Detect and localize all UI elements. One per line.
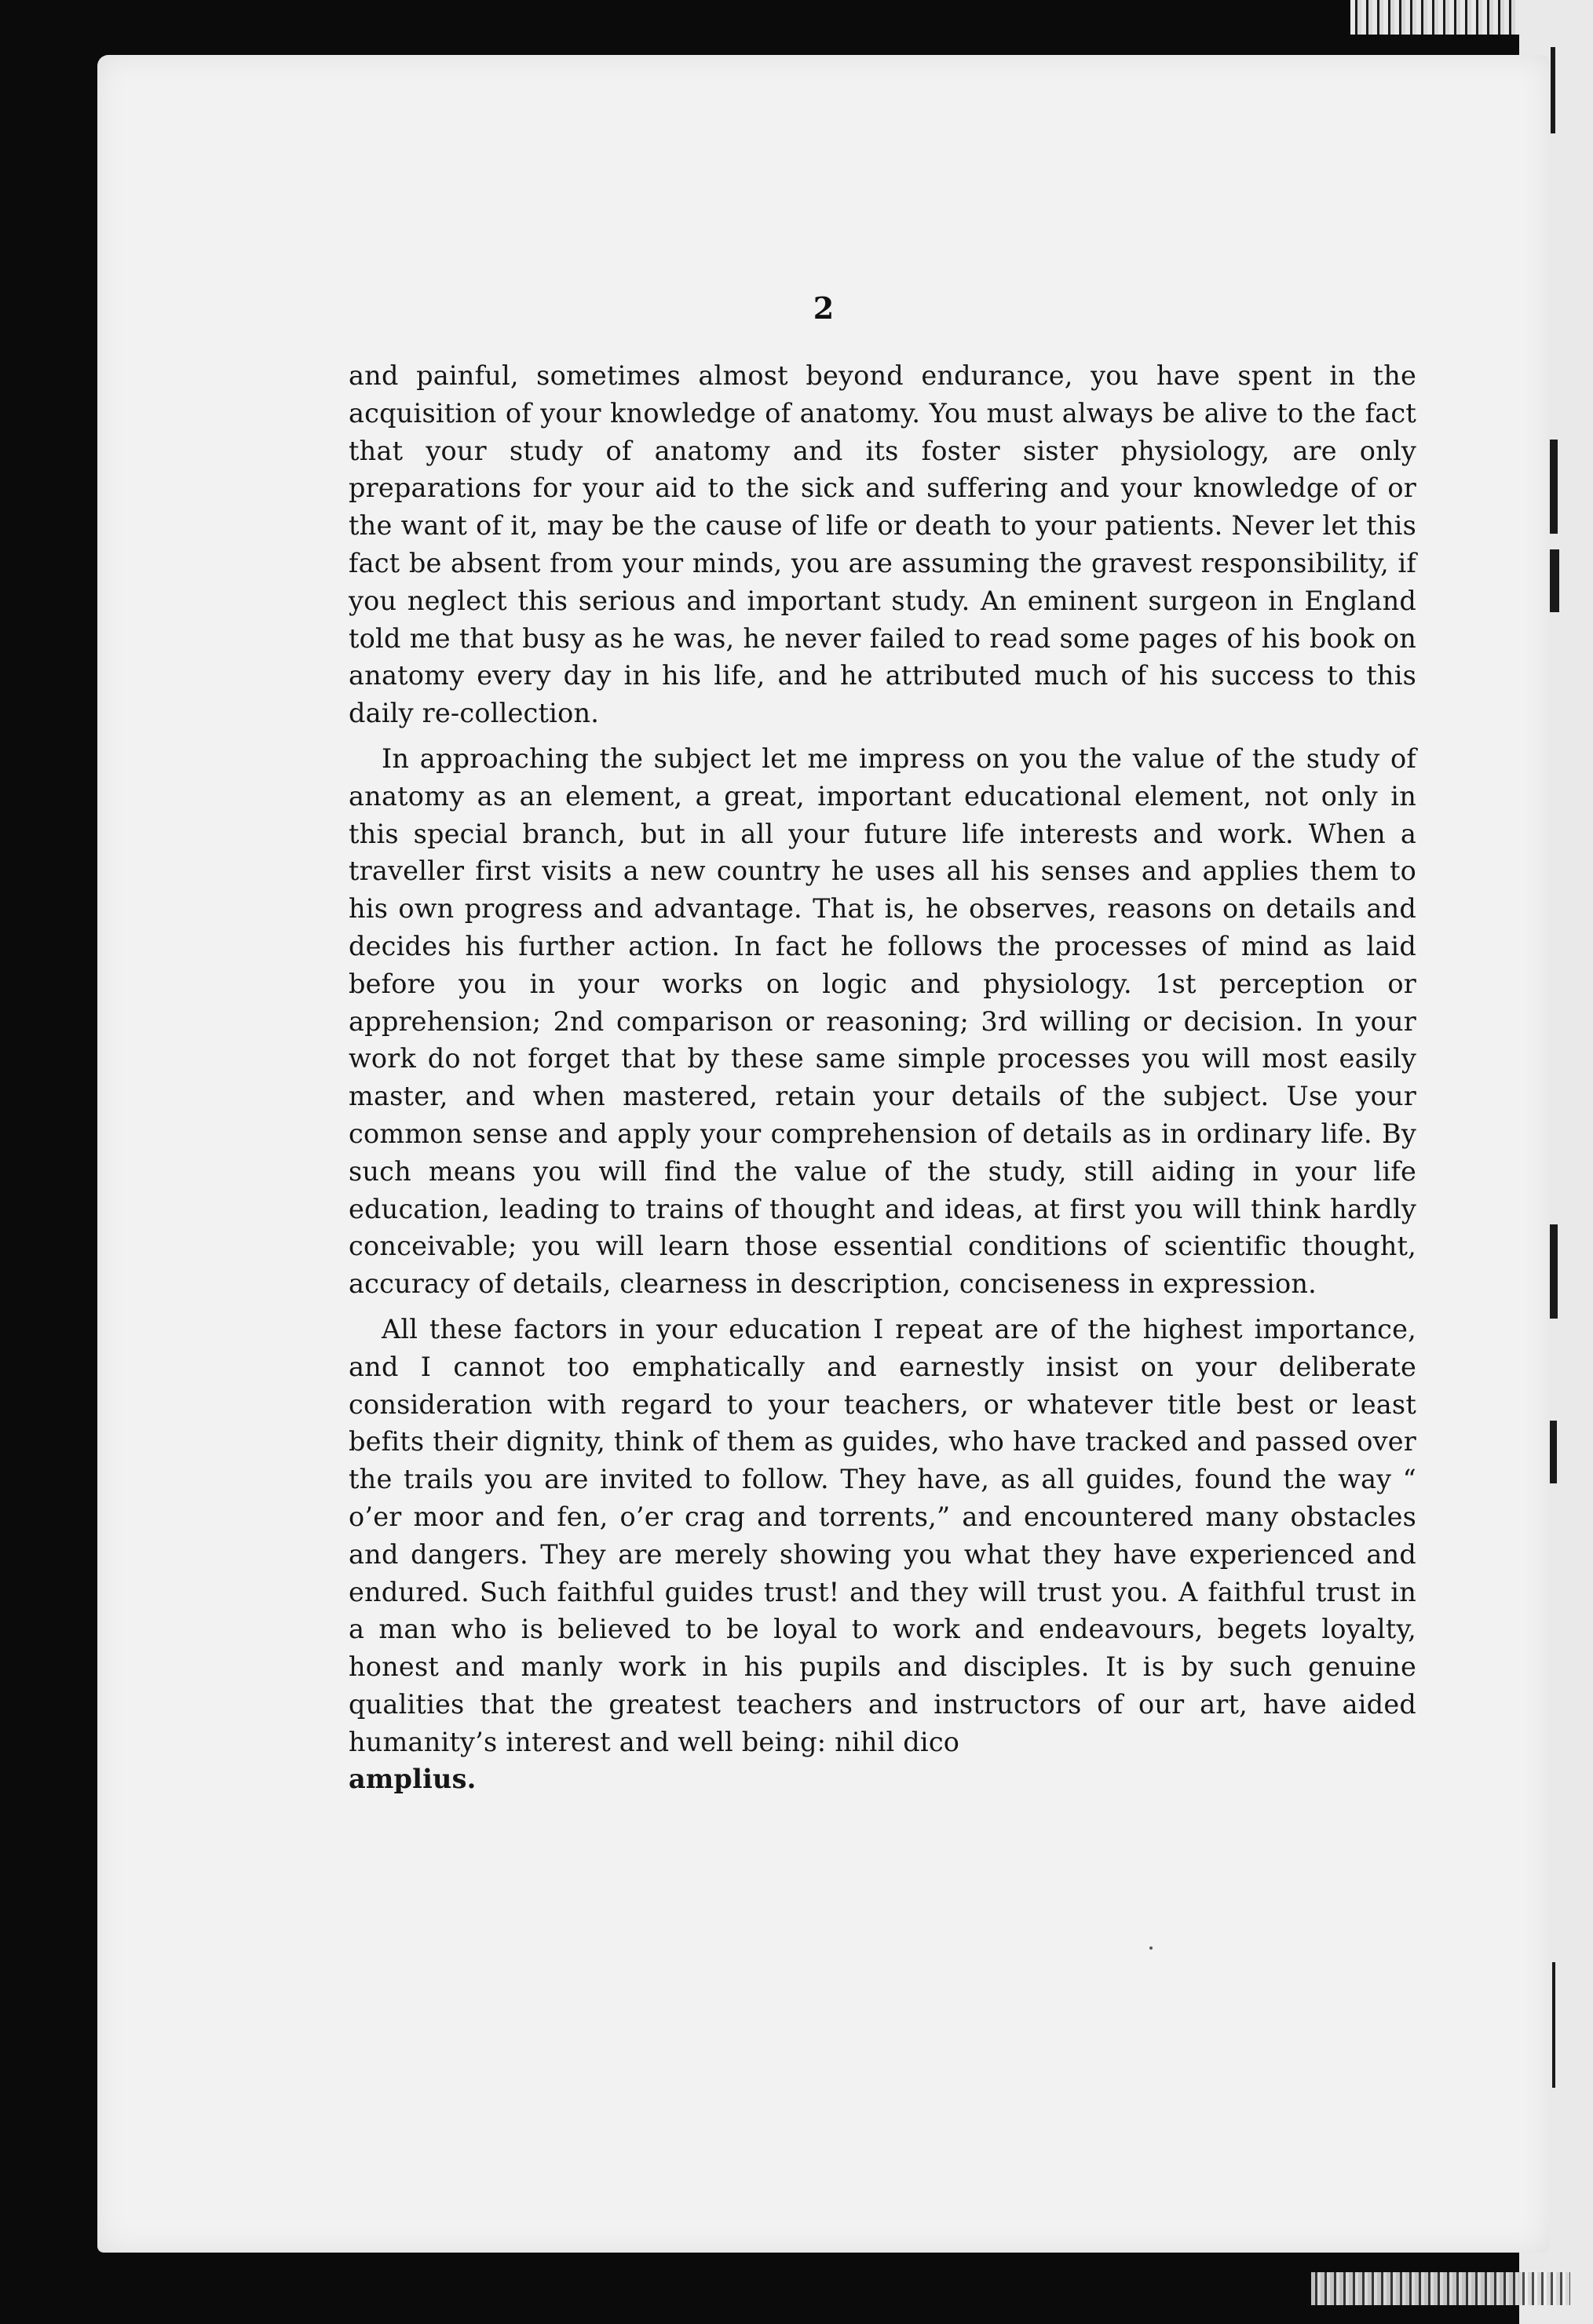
body-text bbox=[349, 357, 1416, 1806]
scan-edge-mark bbox=[1552, 1962, 1555, 2088]
scan-speck bbox=[1149, 1946, 1153, 1950]
scan-border-artifact-bottom bbox=[1311, 2272, 1570, 2305]
paragraph-1: and painful, sometimes almost beyond endurance, you have spent in the acquisition of your knowledge of anatomy. You must always be alive to the fact that your study of anatomy and its foster sister physiology, are only preparations for your aid to the sick and suffering and your knowledge of or the want of it, may be the cause of life or death to your patients. Never let this fact be absent from your minds, you are assuming the gravest responsibility, if you neglect this serious and important study. An eminent surgeon in England told me that busy as he was, he never failed to read some pages of his book on anatomy every day in his life, and he attributed much of his success to this daily re-collection. bbox=[349, 360, 1416, 729]
document-page bbox=[97, 55, 1550, 2253]
scan-edge-mark bbox=[1551, 47, 1555, 133]
paragraph-2: In approaching the subject let me impress on you the value of the study of anatomy as an element, a great, important educational element, not only in this special branch, but in all your future life interests and work. When a traveller first visits a new country he uses all his senses and applies them to his own progress and advantage. That is, he observes, reasons on details and decides his further action. In fact he follows the processes of mind as laid before you in your works on logic and physiology. 1st perception or apprehension; 2nd comparison or reasoning; 3rd willing or decision. In your work do not forget that by these same simple processes you will most easily master, and when mastered, retain your details of the subject. Use your common sense and apply your comprehension of details as in ordinary life. By such means you will find the value of the study, still aiding in your life education, leading to trains of thought and ideas, at first you will think hardly conceivable; you will learn those essential conditions of scientific thought, accuracy of details, clearness in description, conciseness in expression. bbox=[349, 742, 1416, 1300]
paragraph-3-ending: amplius. bbox=[349, 1764, 477, 1795]
paragraph-3: All these factors in your education I repeat are of the highest importance, and I cannot too emphatically and earnestly insist on your deliberate consideration with regard to your teachers, or whatever title best or least befits their dignity, think of them as guides, who have tracked and passed over the trails you are invited to follow. They have, as all guides, found the way “ o’er moor and fen, o’er crag and torrents,” and encountered many obstacles and dangers. They are merely showing you what they have experienced and endured. Such faithful guides trust! and they will trust you. A faithful trust in a man who is believed to be loyal to work and endeavours, begets loyalty, honest and manly work in his pupils and disciples. It is by such genuine qualities that the greatest teachers and instructors of our art, have aided humanity’s interest and well being: nihil dico bbox=[349, 1313, 1416, 1757]
page-number: 2 bbox=[813, 290, 835, 326]
scan-edge-mark bbox=[1549, 1421, 1557, 1483]
